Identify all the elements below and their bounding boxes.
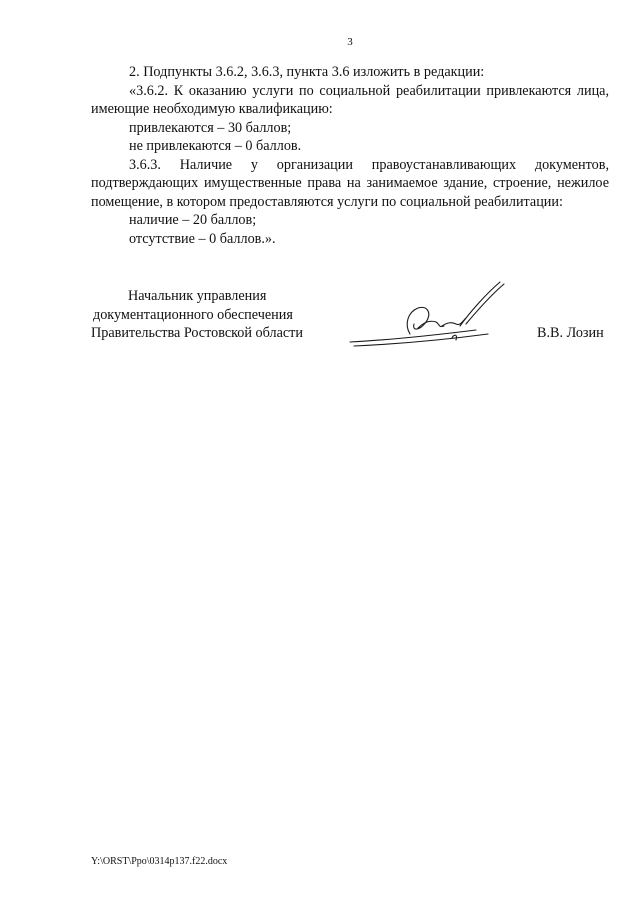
paragraph-score-absent: отсутствие – 0 баллов.».: [129, 230, 276, 247]
footer-file-path: Y:\ORST\Ppo\0314p137.f22.docx: [91, 856, 228, 867]
page-number: 3: [347, 36, 353, 48]
document-body: [91, 63, 609, 248]
signatory-title-line-1: Начальник управления: [128, 288, 267, 304]
paragraph-amendment-intro: 2. Подпункты 3.6.2, 3.6.3, пункта 3.6 изложить в редакции:: [129, 64, 485, 80]
signatory-title: [91, 287, 303, 343]
paragraph-score-involved: привлекаются – 30 баллов;: [129, 119, 292, 136]
signatory-title-line-3: Правительства Ростовской области: [91, 325, 303, 341]
paragraph-3-6-2: «3.6.2. К оказанию услуги по социальной реабилитации привлекаются лица, имеющие необходимую квалификацию:: [91, 82, 609, 117]
signatory-name: В.В. Лозин: [537, 325, 604, 341]
paragraph-score-not-involved: не привлекаются – 0 баллов.: [129, 138, 302, 154]
paragraph-3-6-3: 3.6.3. Наличие у организации правоустанавливающих документов, подтверждающих имущественные права на занимаемое здание, строение, нежилое помещение, в котором предоставляются услуги по социальной реабилитации:: [91, 156, 609, 210]
signatory-title-line-2: документационного обеспечения: [93, 306, 293, 323]
handwritten-signature: [348, 278, 508, 350]
paragraph-score-present: наличие – 20 баллов;: [129, 212, 257, 228]
